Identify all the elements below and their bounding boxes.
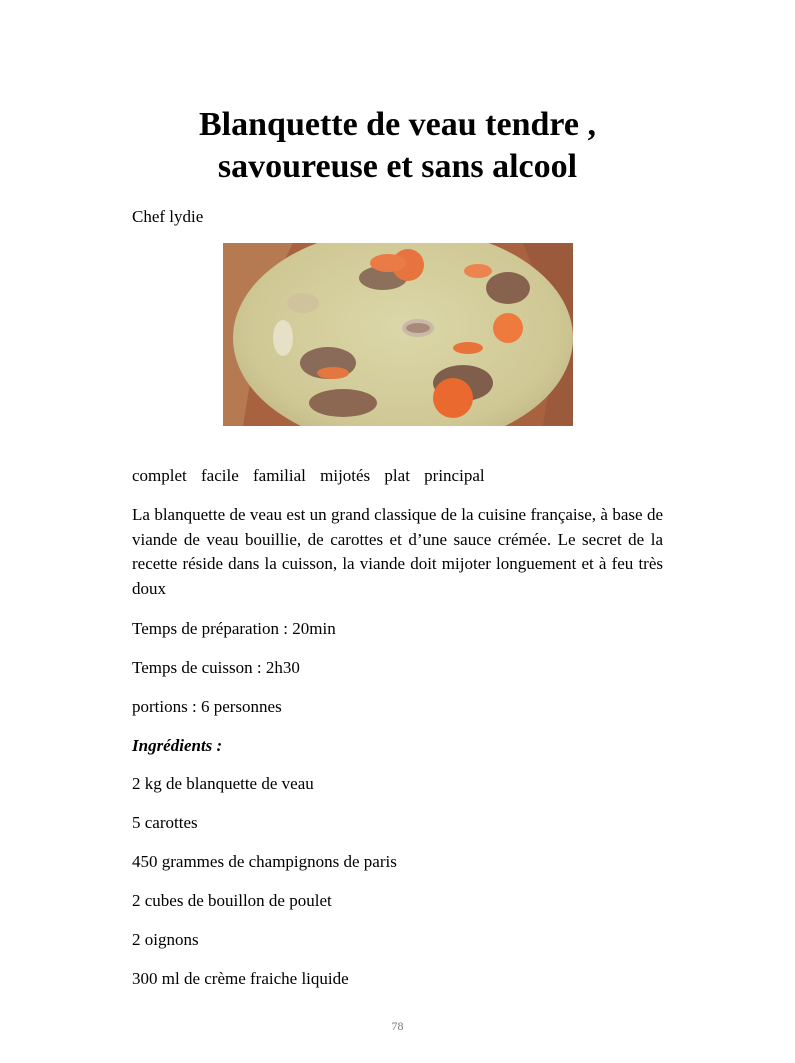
- title-line-1: Blanquette de veau tendre ,: [199, 106, 596, 143]
- ingredient-item: 300 ml de crème fraiche liquide: [132, 969, 349, 988]
- ingredient-item: 450 grammes de champignons de paris: [132, 852, 397, 871]
- cook-time: Temps de cuisson : 2h30: [132, 658, 300, 677]
- page-number: 78: [391, 1019, 404, 1033]
- ingredient-item: 2 cubes de bouillon de poulet: [132, 891, 332, 910]
- ingredients-heading: Ingrédients :: [132, 736, 223, 755]
- ingredient-item: 2 oignons: [132, 930, 199, 949]
- portions: portions : 6 personnes: [132, 697, 282, 716]
- prep-time: Temps de préparation : 20min: [132, 619, 336, 638]
- blanquette-dish-photo-icon: [223, 243, 573, 426]
- ingredient-item: 2 kg de blanquette de veau: [132, 774, 314, 793]
- ingredient-item: 5 carottes: [132, 813, 198, 832]
- recipe-description: La blanquette de veau est un grand classique de la cuisine française, à base de viande de veau bouillie, de carottes et d’une sauce crémée. Le secret de la recette réside dans la cuisson, la viande doit mijoter longuement et à feu très doux: [132, 505, 663, 598]
- dish-photo: [223, 243, 573, 426]
- recipe-title: [0, 104, 795, 188]
- title-line-2: savoureuse et sans alcool: [217, 148, 578, 185]
- recipe-tags: complet facile familial mijotés plat principal: [132, 466, 485, 485]
- author: Chef lydie: [132, 207, 204, 226]
